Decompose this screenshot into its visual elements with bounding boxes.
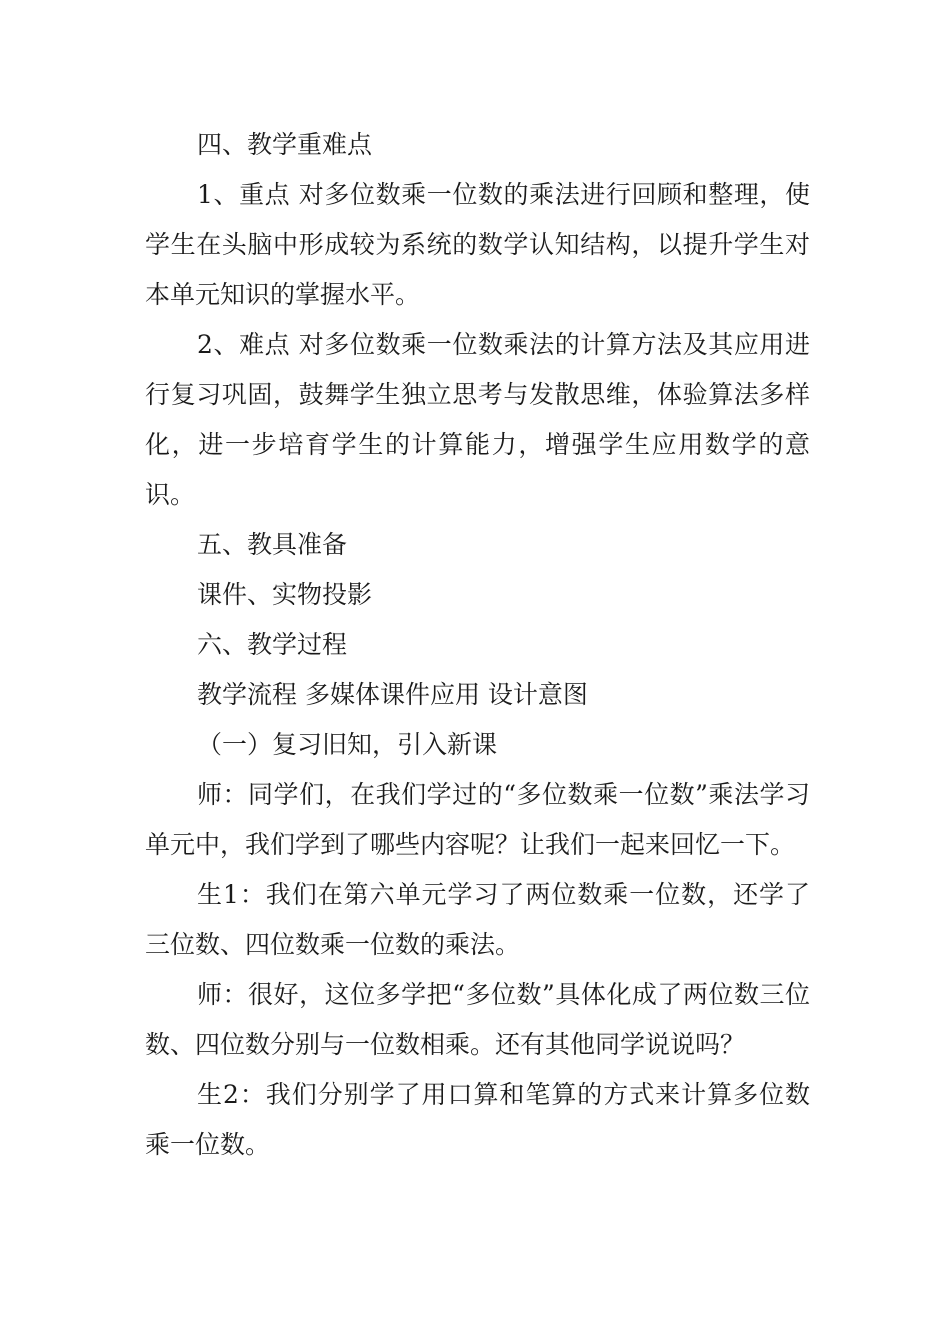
dialogue-student-1: 生1：我们在第六单元学习了两位数乘一位数，还学了三位数、四位数乘一位数的乘法。 [145,880,810,959]
paragraph-process-columns: 教学流程 多媒体课件应用 设计意图 [197,680,588,709]
dialogue-student-2: 生2：我们分别学了用口算和笔算的方式来计算多位数乘一位数。 [145,1080,810,1159]
dialogue-teacher-2: 师：很好，这位多学把“多位数”具体化成了两位数三位数、四位数分别与一位数相乘。还有其他同学说说吗？ [145,980,810,1059]
paragraph-difficult-point: 2、难点 对多位数乘一位数乘法的计算方法及其应用进行复习巩固，鼓舞学生独立思考与发散思维，体验算法多样化，进一步培育学生的计算能力，增强学生应用数学的意识。 [145,330,810,509]
paragraph-key-point: 1、重点 对多位数乘一位数的乘法进行回顾和整理，使学生在头脑中形成较为系统的数学认知结构，以提升学生对本单元知识的掌握水平。 [145,180,810,309]
heading-teaching-aids: 五、教具准备 [197,530,348,559]
document-page [145,120,810,1170]
heading-key-points: 四、教学重难点 [197,130,373,159]
paragraph-teaching-aids: 课件、实物投影 [197,580,373,609]
heading-teaching-process: 六、教学过程 [197,630,348,659]
dialogue-teacher-1: 师：同学们，在我们学过的“多位数乘一位数”乘法学习单元中，我们学到了哪些内容呢？让我们一起来回忆一下。 [145,780,810,859]
subheading-review: （一）复习旧知，引入新课 [197,730,498,759]
